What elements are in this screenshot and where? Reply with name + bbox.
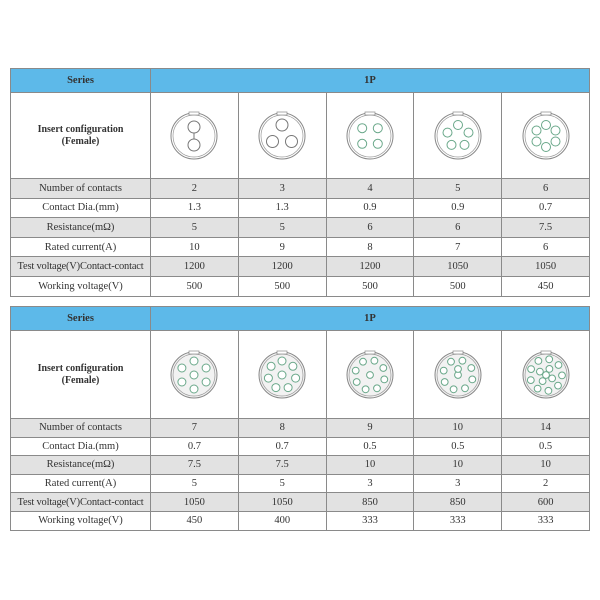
- series-value: 1P: [151, 69, 590, 93]
- table-cell: 6: [502, 179, 590, 199]
- table-cell: 5: [151, 474, 239, 493]
- table-row: [11, 276, 590, 296]
- insert-configuration-cell: [414, 331, 502, 419]
- row-label: Test voltage(V)Contact-contact: [11, 257, 151, 277]
- table-cell: 8: [238, 419, 326, 438]
- table-cell: 0.9: [326, 198, 414, 218]
- table-cell: 1200: [151, 257, 239, 277]
- table-cell: 1200: [326, 257, 414, 277]
- table-cell: 14: [502, 419, 590, 438]
- table-row: [11, 493, 590, 512]
- table-cell: 850: [414, 493, 502, 512]
- row-label: Resistance(mΩ): [11, 456, 151, 475]
- table-cell: 9: [238, 237, 326, 257]
- table-cell: 500: [151, 276, 239, 296]
- table-cell: 1050: [238, 493, 326, 512]
- connector-diagram-icon: [168, 349, 220, 401]
- table-cell: 600: [502, 493, 590, 512]
- connector-diagram-icon: [344, 349, 396, 401]
- table-row: [11, 198, 590, 218]
- insert-configuration-label: Insert configuration (Female): [11, 331, 151, 419]
- table-cell: 10: [502, 456, 590, 475]
- table-cell: 0.7: [238, 437, 326, 456]
- row-label: Rated current(A): [11, 237, 151, 257]
- spec-table-2: [10, 306, 590, 531]
- insert-configuration-cell: [151, 331, 239, 419]
- table-cell: 7.5: [502, 218, 590, 238]
- table-row: [11, 218, 590, 238]
- table-cell: 7: [414, 237, 502, 257]
- series-label: Series: [11, 69, 151, 93]
- insert-configuration-cell: [238, 331, 326, 419]
- table-cell: 10: [151, 237, 239, 257]
- table-cell: 450: [151, 511, 239, 530]
- table-cell: 2: [502, 474, 590, 493]
- table-cell: 1.3: [151, 198, 239, 218]
- table-cell: 3: [326, 474, 414, 493]
- insert-configuration-cell: [502, 93, 590, 179]
- insert-configuration-cell: [326, 331, 414, 419]
- connector-diagram-icon: [432, 110, 484, 162]
- series-header-row: [11, 69, 590, 93]
- table-cell: 2: [151, 179, 239, 199]
- table-cell: 5: [238, 474, 326, 493]
- table-cell: 0.7: [502, 198, 590, 218]
- table-cell: 6: [414, 218, 502, 238]
- table-cell: 8: [326, 237, 414, 257]
- table-cell: 4: [326, 179, 414, 199]
- table-cell: 5: [414, 179, 502, 199]
- table-cell: 1050: [502, 257, 590, 277]
- row-label: Contact Dia.(mm): [11, 198, 151, 218]
- row-label: Number of contacts: [11, 179, 151, 199]
- row-label: Working voltage(V): [11, 276, 151, 296]
- insert-configuration-cell: [151, 93, 239, 179]
- table-cell: 9: [326, 419, 414, 438]
- table-cell: 7.5: [151, 456, 239, 475]
- row-label: Test voltage(V)Contact-contact: [11, 493, 151, 512]
- table-cell: 0.9: [414, 198, 502, 218]
- connector-diagram-icon: [256, 349, 308, 401]
- connector-diagram-icon: [432, 349, 484, 401]
- table-cell: 10: [414, 419, 502, 438]
- row-label: Number of contacts: [11, 419, 151, 438]
- table-cell: 0.5: [326, 437, 414, 456]
- table-cell: 0.7: [151, 437, 239, 456]
- insert-configuration-cell: [238, 93, 326, 179]
- series-header-row: [11, 307, 590, 331]
- table-cell: 3: [238, 179, 326, 199]
- connector-diagram-icon: [256, 110, 308, 162]
- table-cell: 500: [414, 276, 502, 296]
- table-row: [11, 511, 590, 530]
- table-cell: 10: [414, 456, 502, 475]
- table-cell: 7: [151, 419, 239, 438]
- connector-diagram-icon: [344, 110, 396, 162]
- connector-diagram-icon: [520, 349, 572, 401]
- table-cell: 10: [326, 456, 414, 475]
- table-cell: 1.3: [238, 198, 326, 218]
- table-cell: 500: [326, 276, 414, 296]
- row-label: Contact Dia.(mm): [11, 437, 151, 456]
- table-cell: 400: [238, 511, 326, 530]
- table-cell: 850: [326, 493, 414, 512]
- table-cell: 0.5: [502, 437, 590, 456]
- table-cell: 5: [238, 218, 326, 238]
- table-row: [11, 474, 590, 493]
- table-row: [11, 437, 590, 456]
- row-label: Rated current(A): [11, 474, 151, 493]
- insert-configuration-row: [11, 93, 590, 179]
- series-label: Series: [11, 307, 151, 331]
- row-label: Resistance(mΩ): [11, 218, 151, 238]
- table-cell: 500: [238, 276, 326, 296]
- insert-configuration-cell: [502, 331, 590, 419]
- insert-configuration-row: [11, 331, 590, 419]
- table-cell: 333: [326, 511, 414, 530]
- table-cell: 450: [502, 276, 590, 296]
- table-row: [11, 257, 590, 277]
- table-cell: 1050: [151, 493, 239, 512]
- table-cell: 7.5: [238, 456, 326, 475]
- table-cell: 5: [151, 218, 239, 238]
- table-cell: 1050: [414, 257, 502, 277]
- table-cell: 333: [502, 511, 590, 530]
- table-cell: 6: [326, 218, 414, 238]
- table-row: [11, 456, 590, 475]
- table-row: [11, 179, 590, 199]
- table-cell: 333: [414, 511, 502, 530]
- insert-configuration-cell: [326, 93, 414, 179]
- spec-table-1: [10, 68, 590, 297]
- table-row: [11, 419, 590, 438]
- table-cell: 0.5: [414, 437, 502, 456]
- insert-configuration-label: Insert configuration (Female): [11, 93, 151, 179]
- series-value: 1P: [151, 307, 590, 331]
- table-row: [11, 237, 590, 257]
- table-cell: 1200: [238, 257, 326, 277]
- row-label: Working voltage(V): [11, 511, 151, 530]
- connector-diagram-icon: [520, 110, 572, 162]
- connector-diagram-icon: [168, 110, 220, 162]
- table-cell: 6: [502, 237, 590, 257]
- table-cell: 3: [414, 474, 502, 493]
- insert-configuration-cell: [414, 93, 502, 179]
